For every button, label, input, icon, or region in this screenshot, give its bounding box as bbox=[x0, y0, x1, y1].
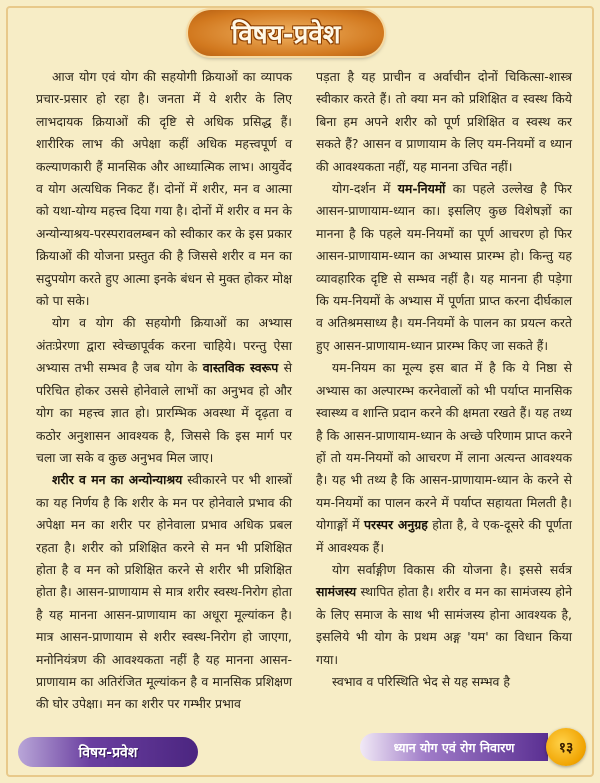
right-p2-text-b: का पहले उल्लेख है फिर आसन-प्राणायाम-ध्यान का। इसलिए कुछ विशेषज्ञों का मानना है कि पहले यम-नियमों का पूर्ण आचरण हो फिर आसन-प्राणायाम-ध्यान का अभ्यास प्रारम्भ हो। किन्तु यह व्यावहारिक दृष्टि से सम्भव नहीं है। यह मानना ही पड़ेगा कि यम-नियमों के अभ्यास में पूर्णता प्राप्त करना दीर्घकाल व अतिश्रमसाध्य है। यम-नियमों के पालन का प्रयत्न करते हुए आसन-प्राणायाम-ध्यान प्रारम्भ किए जा सकते हैं। bbox=[316, 181, 572, 353]
left-p2-text-b: से परिचित होकर उससे होनेवाले लाभों का अनुभव हो और योग का महत्त्व ज्ञात हो। प्रारम्भिक अवस्था में दृढ़ता व कठोर अनुशासन आवश्यक है, जिससे कि इस मार्ग पर चला जा सके व कुछ अनुभव मिल जाए। bbox=[36, 360, 292, 465]
right-p3-bold: परस्पर अनुग्रह bbox=[364, 517, 428, 533]
page-number: १३ bbox=[558, 739, 574, 756]
right-paragraph-5: स्वभाव व परिस्थिति भेद से यह सम्भव है bbox=[332, 673, 510, 689]
right-paragraph-1: पड़ता है यह प्राचीन व अर्वाचीन दोनों चिकित्सा-शास्त्र स्वीकार करते हैं। तो क्या मन को प्रशिक्षित व स्वस्थ किये बिना हम अपने शरीर को पूर्ण प्रशिक्षित व स्वस्थ कर सकते हैं? आसन व प्राणायाम के लिए यम-नियमों व ध्यान की आवश्यकता नहीं, यह मानना उचित नहीं। bbox=[316, 69, 572, 174]
left-paragraph-1: आज योग एवं योग की सहयोगी क्रियाओं का व्यापक प्रचार-प्रसार हो रहा है। जनता में ये शरीर के लिए लाभदायक क्रियाओं की दृष्टि से अधिक प्रसिद्ध हैं। शारीरिक लाभ की अपेक्षा कहीं अधिक महत्त्वपूर्ण व कल्याणकारी हैं मानसिक और आध्यात्मिक लाभ। आयुर्वेद व योग अत्यधिक निकट हैं। दोनों में शरीर, मन व आत्मा को यथा-योग्य महत्त्व दिया गया है। दोनों में शरीर व मन के अन्योन्याश्रय-परस्परावलम्बन को स्वीकार कर के इस प्रकार क्रियाओं की योजना प्रस्तुत की है जिससे शरीर व मन का सदुपयोग करते हुए आत्मा इनके बंधन से मुक्त होकर मोक्ष को पा सके। bbox=[36, 69, 292, 309]
right-paragraph-3 bbox=[316, 357, 572, 559]
left-p2-bold: वास्तविक स्वरूप bbox=[202, 360, 279, 376]
right-column bbox=[316, 66, 572, 726]
footer-right-text: ध्यान योग एवं रोग निवारण bbox=[393, 739, 515, 755]
right-p2-bold: यम-नियमों bbox=[397, 181, 446, 197]
title-banner bbox=[188, 10, 384, 56]
right-p4-text-b: स्थापित होता है। शरीर व मन का सामंजस्य होने के लिए समाज के साथ भी सामंजस्य होना आवश्यक है, इसलिये भी योग के प्रथम अङ्ग 'यम' का विधान किया गया। bbox=[316, 584, 572, 667]
left-paragraph-3 bbox=[36, 469, 292, 715]
right-p3-text-a: यम-नियम का मूल्य इस बात में है कि ये निष्ठा से अभ्यास का अल्पारम्भ करनेवालों को भी पर्याप्त मानसिक स्वास्थ्य व शान्ति प्रदान करने की क्षमता रखते हैं। यह तथ्य है कि आसन-प्राणायाम-ध्यान के अच्छे परिणाम प्राप्त करने हों तो यम-नियमों को आचरण में लाना अत्यन्त आवश्यक है। यह भी तथ्य है कि आसन-प्राणायाम-ध्यान के करने से यम-नियमों का पालन करने में पर्याप्त सहायता मिलती है। योगाङ्गों में bbox=[316, 360, 572, 533]
right-paragraph-2 bbox=[316, 178, 572, 357]
right-p4-text-a: योग सर्वाङ्गीण विकास की योजना है। इससे सर्वत्र bbox=[332, 561, 572, 577]
right-paragraph-4 bbox=[316, 559, 572, 671]
text-columns bbox=[36, 66, 572, 726]
right-p4-bold: सामंजस्य bbox=[316, 584, 357, 600]
left-p3-bold: शरीर व मन का अन्योन्याश्रय bbox=[52, 472, 183, 488]
footer-book-title bbox=[360, 733, 548, 761]
footer-left-text: विषय-प्रवेश bbox=[78, 744, 138, 761]
footer-section-label bbox=[18, 737, 198, 767]
right-p2-text-a: योग-दर्शन में bbox=[332, 181, 398, 197]
page-title: विषय-प्रवेश bbox=[231, 20, 341, 50]
right-p3-text-b: होता है, वे एक-दूसरे की पूर्णता में आवश्यक हैं। bbox=[316, 517, 572, 555]
left-p2-text-a: योग व योग की सहयोगी क्रियाओं का अभ्यास अंतःप्रेरणा द्वारा स्वेच्छापूर्वक करना चाहिये। परन्तु ऐसा अभ्यास तभी सम्भव है जब योग के bbox=[36, 315, 292, 376]
page-number-badge bbox=[546, 728, 586, 766]
left-paragraph-2 bbox=[36, 312, 292, 469]
left-p3-text-a: स्वीकारने पर भी शास्त्रों का यह निर्णय है कि शरीर के मन पर होनेवाले प्रभाव की अपेक्षा मन का शरीर पर होनेवाला प्रभाव अधिक प्रबल रहता है। शरीर को प्रशिक्षित करने से मन भी प्रशिक्षित होता है व मन को प्रशिक्षित करने से शरीर भी प्रशिक्षित होता है। आसन-प्राणायाम से मात्र शरीर स्वस्थ-निरोग होता है यह मानना आसन-प्राणायाम का अधूरा मूल्यांकन है। मात्र आसन-प्राणायाम से शरीर स्वस्थ-निरोग हो जाएगा, मनोनियंत्रण की आवश्यकता नहीं है यह मानना आसन-प्राणायाम का अतिरंजित मूल्यांकन है व मानसिक प्रशिक्षण की घोर उपेक्षा। मन का शरीर पर गम्भीर प्रभाव bbox=[36, 472, 293, 712]
left-column bbox=[36, 66, 292, 726]
